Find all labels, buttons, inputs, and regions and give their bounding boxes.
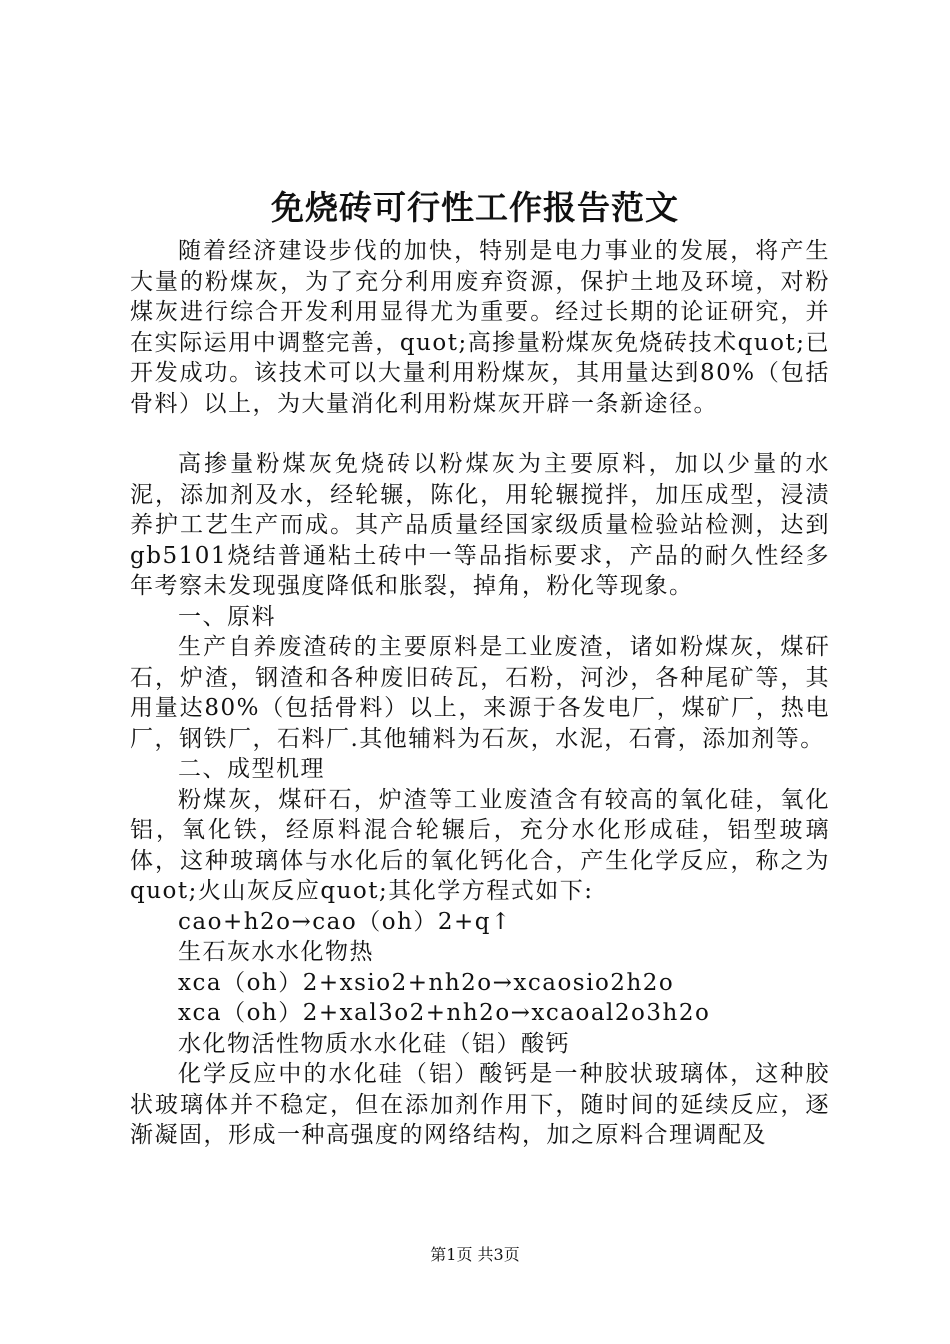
document-body <box>130 236 830 1151</box>
paragraph-intro: 随着经济建设步伐的加快，特别是电力事业的发展，将产生大量的粉煤灰，为了充分利用废弃资源，保护土地及环境，对粉煤灰进行综合开发利用显得尤为重要。经过长期的论证研究，并在实际运用中调整完善，quot;高掺量粉煤灰免烧砖技术quot;已开发成功。该技术可以大量利用粉煤灰，其用量达到80%（包括骨料）以上，为大量消化利用粉煤灰开辟一条新途径。 <box>130 238 830 417</box>
equation-1-caption: 生石灰水水化物热 <box>178 939 374 965</box>
equation-3: xca（oh）2+xal3o2+nh2o→xcaoal2o3h2o <box>178 1000 711 1026</box>
document-title: 免烧砖可行性工作报告范文 <box>271 188 679 227</box>
page-footer: 第1页 共3页 <box>430 1245 520 1264</box>
section-heading-mechanism: 二、成型机理 <box>178 756 325 782</box>
paragraph-mechanism: 粉煤灰，煤矸石，炉渣等工业废渣含有较高的氧化硅，氧化铝，氧化铁，经原料混合轮辗后，充分水化形成硅，铝型玻璃体，这种玻璃体与水化后的氧化钙化合，产生化学反应，称之为quot;火山灰反应quot;其化学方程式如下: <box>130 786 830 904</box>
equation-2: xca（oh）2+xsio2+nh2o→xcaosio2h2o <box>178 969 675 996</box>
section-heading-materials: 一、原料 <box>178 603 276 630</box>
equation-1: cao+h2o→cao（oh）2+q↑ <box>178 908 512 935</box>
paragraph-reaction: 化学反应中的水化硅（铝）酸钙是一种胶状玻璃体，这种胶状玻璃体并不稳定，但在添加剂作用下，随时间的延续反应，逐渐凝固，形成一种高强度的网络结构，加之原料合理调配及 <box>130 1061 830 1148</box>
paragraph-materials: 生产自养废渣砖的主要原料是工业废渣，诸如粉煤灰，煤矸石，炉渣，钢渣和各种废旧砖瓦，石粉，河沙，各种尾矿等，其用量达80%（包括骨料）以上，来源于各发电厂，煤矿厂，热电厂，钢铁厂，石料厂.其他辅料为石灰，水泥，石膏，添加剂等。 <box>130 634 830 752</box>
equation-3-caption: 水化物活性物质水水化硅（铝）酸钙 <box>178 1030 570 1057</box>
paragraph-product: 高掺量粉煤灰免烧砖以粉煤灰为主要原料，加以少量的水泥，添加剂及水，经轮辗，陈化，用轮辗搅拌，加压成型，浸渍养护工艺生产而成。其产品质量经国家级质量检验站检测，达到gb5101烧结普通粘土砖中一等品指标要求，产品的耐久性经多年考察未发现强度降低和胀裂，掉角，粉化等现象。 <box>130 451 830 599</box>
